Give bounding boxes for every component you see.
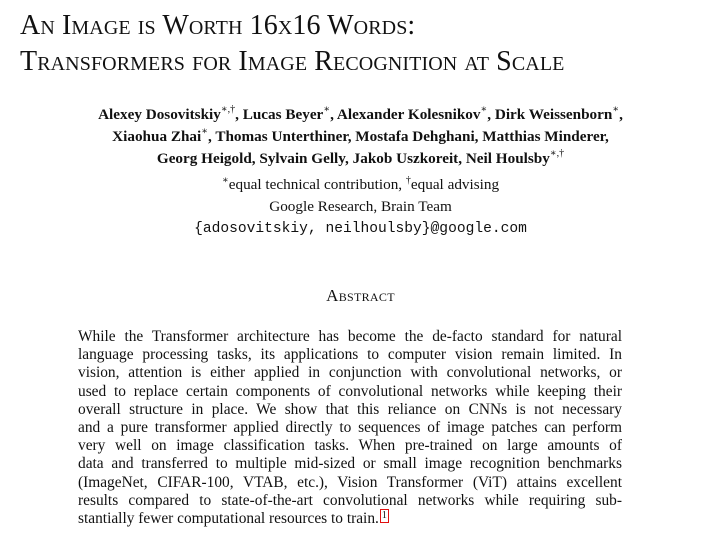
abstract-line: data and transferred to multiple mid-sized or small image recognition benchmarks: [78, 455, 622, 473]
footnote-link[interactable]: 1: [381, 509, 387, 521]
abstract-line: used to replace certain components of convolutional networks while keeping their: [78, 382, 622, 400]
equal-advising-mark: †: [405, 174, 411, 186]
author-emails[interactable]: {adosovitskiy, neilhoulsby}@google.com: [194, 221, 527, 237]
abstract-line-last: [78, 510, 622, 528]
author-separator: ,: [619, 106, 623, 123]
author-list: [0, 104, 721, 170]
abstract-line: overall structure in place. We show that this reliance on CNNs is not necessary: [78, 400, 622, 418]
author-mark: ∗: [201, 125, 209, 137]
abstract-last-text: stantially fewer computational resources to train.: [78, 509, 379, 527]
author-separator: ,: [330, 106, 337, 123]
abstract-line: (ImageNet, CIFAR-100, VTAB, etc.), Vision Transformer (ViT) attains excellent: [78, 473, 622, 491]
abstract-line: While the Transformer architecture has become the de-facto standard for natural: [78, 328, 622, 345]
author-separator: ,: [235, 106, 243, 123]
abstract-line: vision, attention is either applied in conjunction with convolutional networks, or: [78, 364, 622, 382]
author-mark: ∗: [612, 103, 620, 115]
abstract-heading: Abstract: [326, 286, 395, 305]
equal-advising-text: equal advising: [410, 176, 500, 193]
author-name: Thomas Unterthiner, Mostafa Dehghani, Matthias Minderer,: [215, 128, 609, 145]
author-separator: ,: [208, 128, 216, 145]
author-separator: ,: [487, 106, 495, 123]
abstract-line: very well on image classification tasks. When pre-trained on large amounts of: [78, 437, 622, 455]
author-mark: ∗,†: [220, 103, 236, 115]
equal-contribution-mark: ∗: [221, 174, 229, 186]
author-name: Georg Heigold, Sylvain Gelly, Jakob Uszkoreit, Neil Houlsby: [156, 150, 550, 167]
abstract-text: [78, 328, 622, 528]
contribution-note: [0, 174, 721, 196]
author-name: Alexander Kolesnikov: [336, 106, 481, 123]
author-name: Alexey Dosovitskiy: [98, 106, 221, 123]
abstract-line: and a pure transformer applied directly to sequences of image patches can perform: [78, 418, 622, 436]
author-name: Xiaohua Zhai: [112, 128, 202, 145]
title-line-2: Transformers for Image Recognition at Scale: [20, 46, 565, 77]
author-mark: ∗,†: [549, 147, 565, 159]
author-mark: ∗: [480, 103, 488, 115]
paper-title: [20, 8, 710, 80]
author-line-3: [0, 148, 721, 170]
abstract-line: language processing tasks, its applications to computer vision remain limited. In: [78, 346, 622, 364]
title-line-1: An Image is Worth 16x16 Words:: [20, 10, 416, 41]
author-line-1: [0, 104, 721, 126]
author-line-2: [0, 126, 721, 148]
abstract-line: results compared to state-of-the-art convolutional networks while requiring sub-: [78, 491, 622, 509]
affiliation: Google Research, Brain Team: [269, 198, 452, 215]
author-name: Dirk Weissenborn: [494, 106, 613, 123]
equal-contribution-text: equal technical contribution,: [228, 176, 406, 193]
author-mark: ∗: [323, 103, 331, 115]
author-name: Lucas Beyer: [242, 106, 324, 123]
